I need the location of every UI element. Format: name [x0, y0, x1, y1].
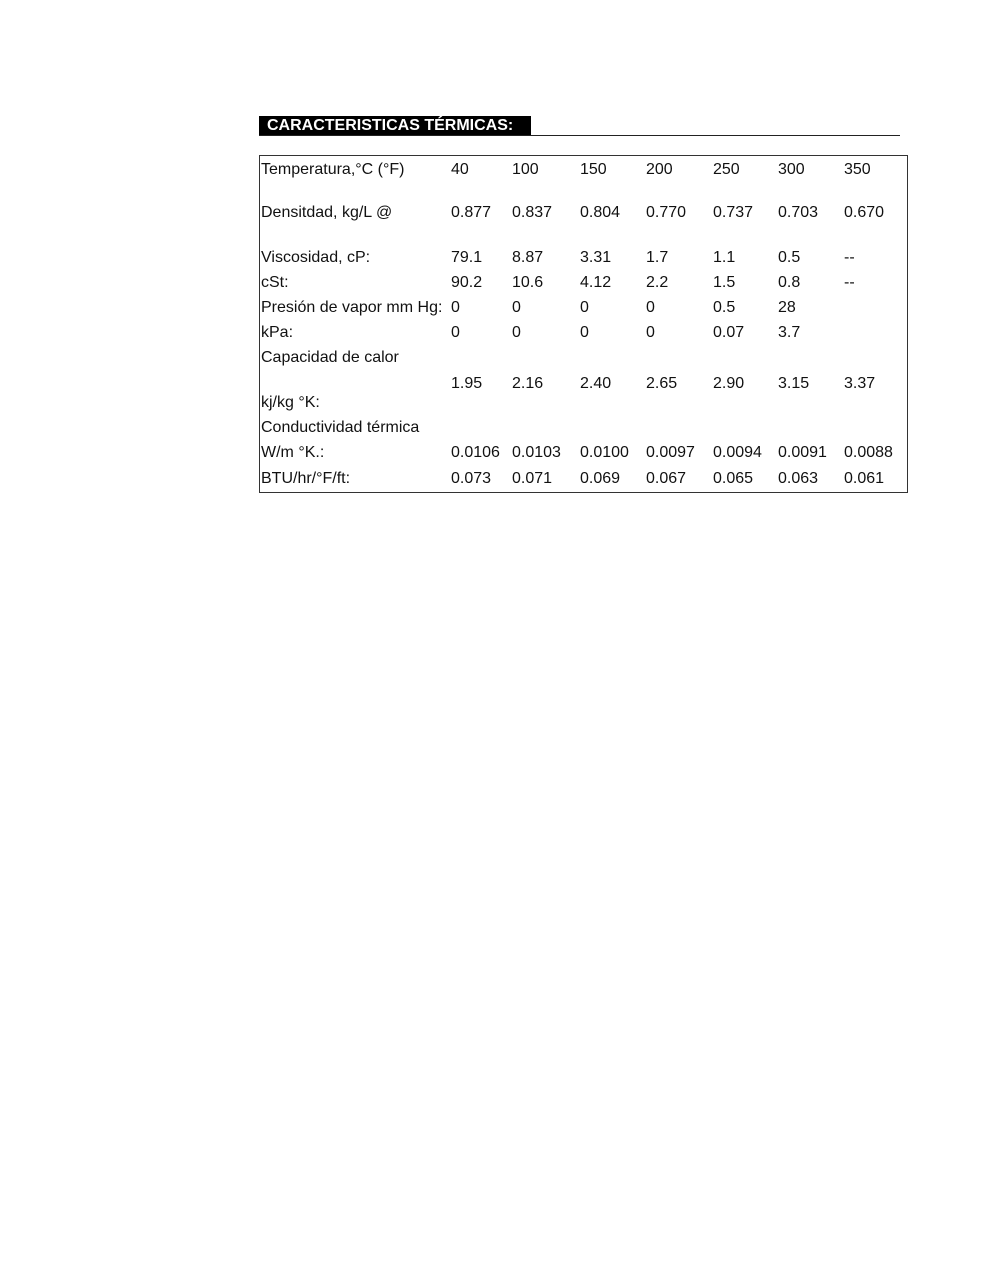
row-viscosity-cst-value: 1.5 — [713, 274, 736, 291]
row-viscosity-cp-value: 0.5 — [778, 249, 801, 266]
row-viscosity-cp-value: 79.1 — [451, 249, 483, 266]
row-vapor-pressure-kpa-value: 0.07 — [713, 324, 745, 341]
row-heat-capacity-unit-label: kj/kg °K: — [261, 394, 320, 411]
row-viscosity-cst-value: 90.2 — [451, 274, 483, 291]
row-heat-capacity-value: 2.16 — [512, 375, 544, 392]
row-viscosity-cst-label: cSt: — [261, 274, 289, 291]
row-conductivity-label: Conductividad térmica — [261, 419, 420, 436]
row-viscosity-cst-value: 10.6 — [512, 274, 544, 291]
row-viscosity-cp-value: 8.87 — [512, 249, 544, 266]
row-heat-capacity-value: 3.15 — [778, 375, 810, 392]
row-vapor-pressure-kpa-value: 0 — [646, 324, 655, 341]
row-density-value: 0.877 — [451, 204, 492, 221]
row-heat-capacity-label: Capacidad de calor — [261, 349, 399, 366]
row-vapor-pressure-kpa-value: 3.7 — [778, 324, 801, 341]
row-viscosity-cp-label: Viscosidad, cP: — [261, 249, 371, 266]
row-heat-capacity-value: 2.65 — [646, 375, 678, 392]
row-conductivity-btu-value: 0.071 — [512, 470, 553, 487]
row-conductivity-btu-value: 0.061 — [844, 470, 885, 487]
row-vapor-pressure-kpa-value: 0 — [451, 324, 460, 341]
row-conductivity-wmk-value: 0.0097 — [646, 444, 695, 461]
row-density-value: 0.703 — [778, 204, 819, 221]
row-vapor-pressure-mmhg-value: 0.5 — [713, 299, 736, 316]
section-header — [259, 116, 900, 136]
row-conductivity-btu-value: 0.063 — [778, 470, 819, 487]
row-conductivity-wmk-value: 0.0088 — [844, 444, 893, 461]
row-temperature-value: 40 — [451, 161, 469, 178]
row-vapor-pressure-kpa-value: 0 — [580, 324, 589, 341]
row-temperature-value: 150 — [580, 161, 607, 178]
row-conductivity-wmk-value: 0.0103 — [512, 444, 561, 461]
row-temperature-value: 300 — [778, 161, 805, 178]
row-viscosity-cst-value: 4.12 — [580, 274, 612, 291]
row-conductivity-btu-label: BTU/hr/°F/ft: — [261, 470, 351, 487]
row-vapor-pressure-mmhg-value: 0 — [451, 299, 460, 316]
row-viscosity-cst-value: 2.2 — [646, 274, 669, 291]
row-density-label: Densitdad, kg/L @ — [261, 204, 393, 221]
row-density-value: 0.837 — [512, 204, 553, 221]
row-density-value: 0.804 — [580, 204, 621, 221]
row-viscosity-cp-value: -- — [844, 249, 855, 266]
row-density-value: 0.670 — [844, 204, 885, 221]
row-density-value: 0.737 — [713, 204, 754, 221]
row-conductivity-wmk-value: 0.0094 — [713, 444, 762, 461]
row-vapor-pressure-kpa-value: 0 — [512, 324, 521, 341]
section-title: CARACTERISTICAS TÉRMICAS: — [259, 116, 531, 135]
row-viscosity-cp-value: 1.1 — [713, 249, 736, 266]
row-conductivity-wmk-value: 0.0106 — [451, 444, 500, 461]
row-conductivity-btu-value: 0.067 — [646, 470, 687, 487]
row-temperature-value: 100 — [512, 161, 539, 178]
row-vapor-pressure-mmhg-value: 0 — [646, 299, 655, 316]
row-heat-capacity-value: 2.40 — [580, 375, 612, 392]
row-viscosity-cst-value: 0.8 — [778, 274, 801, 291]
row-temperature-value: 200 — [646, 161, 673, 178]
row-temperature-value: 250 — [713, 161, 740, 178]
row-conductivity-btu-value: 0.073 — [451, 470, 492, 487]
row-heat-capacity-value: 1.95 — [451, 375, 483, 392]
row-viscosity-cst-value: -- — [844, 274, 855, 291]
row-conductivity-wmk-label: W/m °K.: — [261, 444, 325, 461]
row-vapor-pressure-mmhg-value: 28 — [778, 299, 796, 316]
row-conductivity-btu-value: 0.069 — [580, 470, 621, 487]
row-conductivity-btu-value: 0.065 — [713, 470, 754, 487]
row-viscosity-cp-value: 1.7 — [646, 249, 669, 266]
row-conductivity-wmk-value: 0.0100 — [580, 444, 629, 461]
row-vapor-pressure-mmhg-value: 0 — [580, 299, 589, 316]
row-viscosity-cp-value: 3.31 — [580, 249, 612, 266]
row-heat-capacity-value: 3.37 — [844, 375, 876, 392]
row-density-value: 0.770 — [646, 204, 687, 221]
row-temperature-label: Temperatura,°C (°F) — [261, 161, 405, 178]
row-vapor-pressure-mmhg-value: 0 — [512, 299, 521, 316]
row-vapor-pressure-mmhg-label: Presión de vapor mm Hg: — [261, 299, 443, 316]
row-vapor-pressure-kpa-label: kPa: — [261, 324, 294, 341]
row-conductivity-wmk-value: 0.0091 — [778, 444, 827, 461]
row-temperature-value: 350 — [844, 161, 871, 178]
row-heat-capacity-value: 2.90 — [713, 375, 745, 392]
